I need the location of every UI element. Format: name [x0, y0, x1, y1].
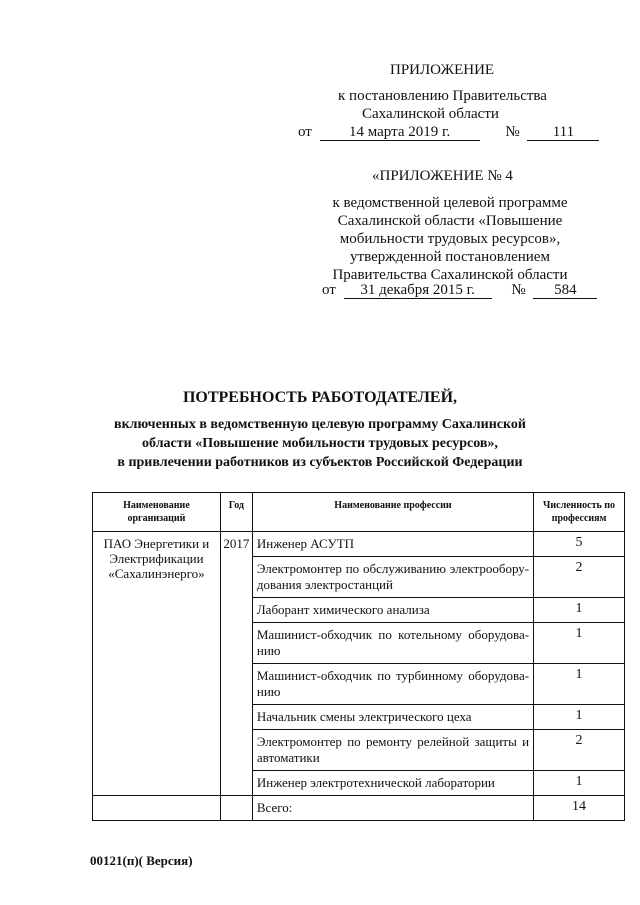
count-cell: 1 [534, 771, 625, 796]
total-value: 14 [534, 796, 625, 821]
date-line [298, 124, 599, 141]
appendix-title: ПРИЛОЖЕНИЕ [390, 62, 495, 78]
appendix4-line: Сахалинской области «Повышение [337, 213, 563, 229]
column-header-year: Год [220, 493, 252, 532]
needs-table [92, 492, 625, 821]
heading-line: области «Повышение мобильности трудовых ресурсов», [142, 436, 498, 451]
date-prefix: от [298, 124, 312, 140]
count-cell: 1 [534, 623, 625, 664]
profession-cell: Лаборант химического анализа [252, 598, 533, 623]
number2-sign: № [511, 282, 526, 298]
profession-cell: Начальник смены электрического цеха [252, 705, 533, 730]
document-code: 00121(п)( Версия) [90, 853, 193, 868]
profession-cell: Электромонтер по ремонту релейной защиты и автоматики [252, 730, 533, 771]
total-label: Всего: [252, 796, 533, 821]
date2-line [322, 282, 597, 299]
count-cell: 2 [534, 730, 625, 771]
year-cell: 2017 [220, 532, 252, 796]
appendix4-text [300, 194, 600, 284]
number-sign: № [505, 124, 520, 140]
count-cell: 1 [534, 705, 625, 730]
count-cell: 1 [534, 664, 625, 705]
column-header-organization: Наименование организаций [93, 493, 221, 532]
document-heading [0, 389, 640, 472]
empty-cell [220, 796, 252, 821]
appendix4-line: к ведомственной целевой программе [332, 195, 568, 211]
profession-cell: Инженер АСУТП [252, 532, 533, 557]
appendix4-line: Правительства Сахалинской области [332, 267, 568, 283]
count-cell: 1 [534, 598, 625, 623]
table-header-row [93, 493, 625, 532]
profession-cell: Машинист-обходчик по турбинному оборудова-нию [252, 664, 533, 705]
empty-cell [93, 796, 221, 821]
heading-line: включенных в ведомственную целевую программу Сахалинской [114, 417, 526, 432]
column-header-count: Численность по профессиям [534, 493, 625, 532]
appendix-line-1: к постановлению Правительства [338, 88, 547, 104]
table-total-row [93, 796, 625, 821]
appendix4-title: «ПРИЛОЖЕНИЕ № 4 [372, 168, 513, 184]
date2-value: 31 декабря 2015 г. [344, 283, 492, 299]
date2-prefix: от [322, 282, 336, 298]
number2-value: 584 [533, 283, 597, 299]
profession-cell: Инженер электротехнической лаборатории [252, 771, 533, 796]
heading-line: в привлечении работников из субъектов Российской Федерации [117, 455, 523, 470]
appendix-line-2: Сахалинской области [362, 106, 499, 122]
table-row [93, 532, 625, 557]
number-value: 111 [527, 125, 599, 141]
count-cell: 2 [534, 557, 625, 598]
profession-cell: Машинист-обходчик по котельному оборудова-нию [252, 623, 533, 664]
profession-cell: Электромонтер по обслуживанию электрообору-дования электростанций [252, 557, 533, 598]
appendix4-line: мобильности трудовых ресурсов», [339, 231, 561, 247]
heading-title: ПОТРЕБНОСТЬ РАБОТОДАТЕЛЕЙ, [182, 389, 458, 406]
appendix4-line: утвержденной постановлением [350, 249, 550, 265]
column-header-profession: Наименование профессии [252, 493, 533, 532]
organization-cell: ПАО Энергетики и Электрификации «Сахалинэнерго» [93, 532, 221, 796]
date-value: 14 марта 2019 г. [320, 125, 480, 141]
count-cell: 5 [534, 532, 625, 557]
